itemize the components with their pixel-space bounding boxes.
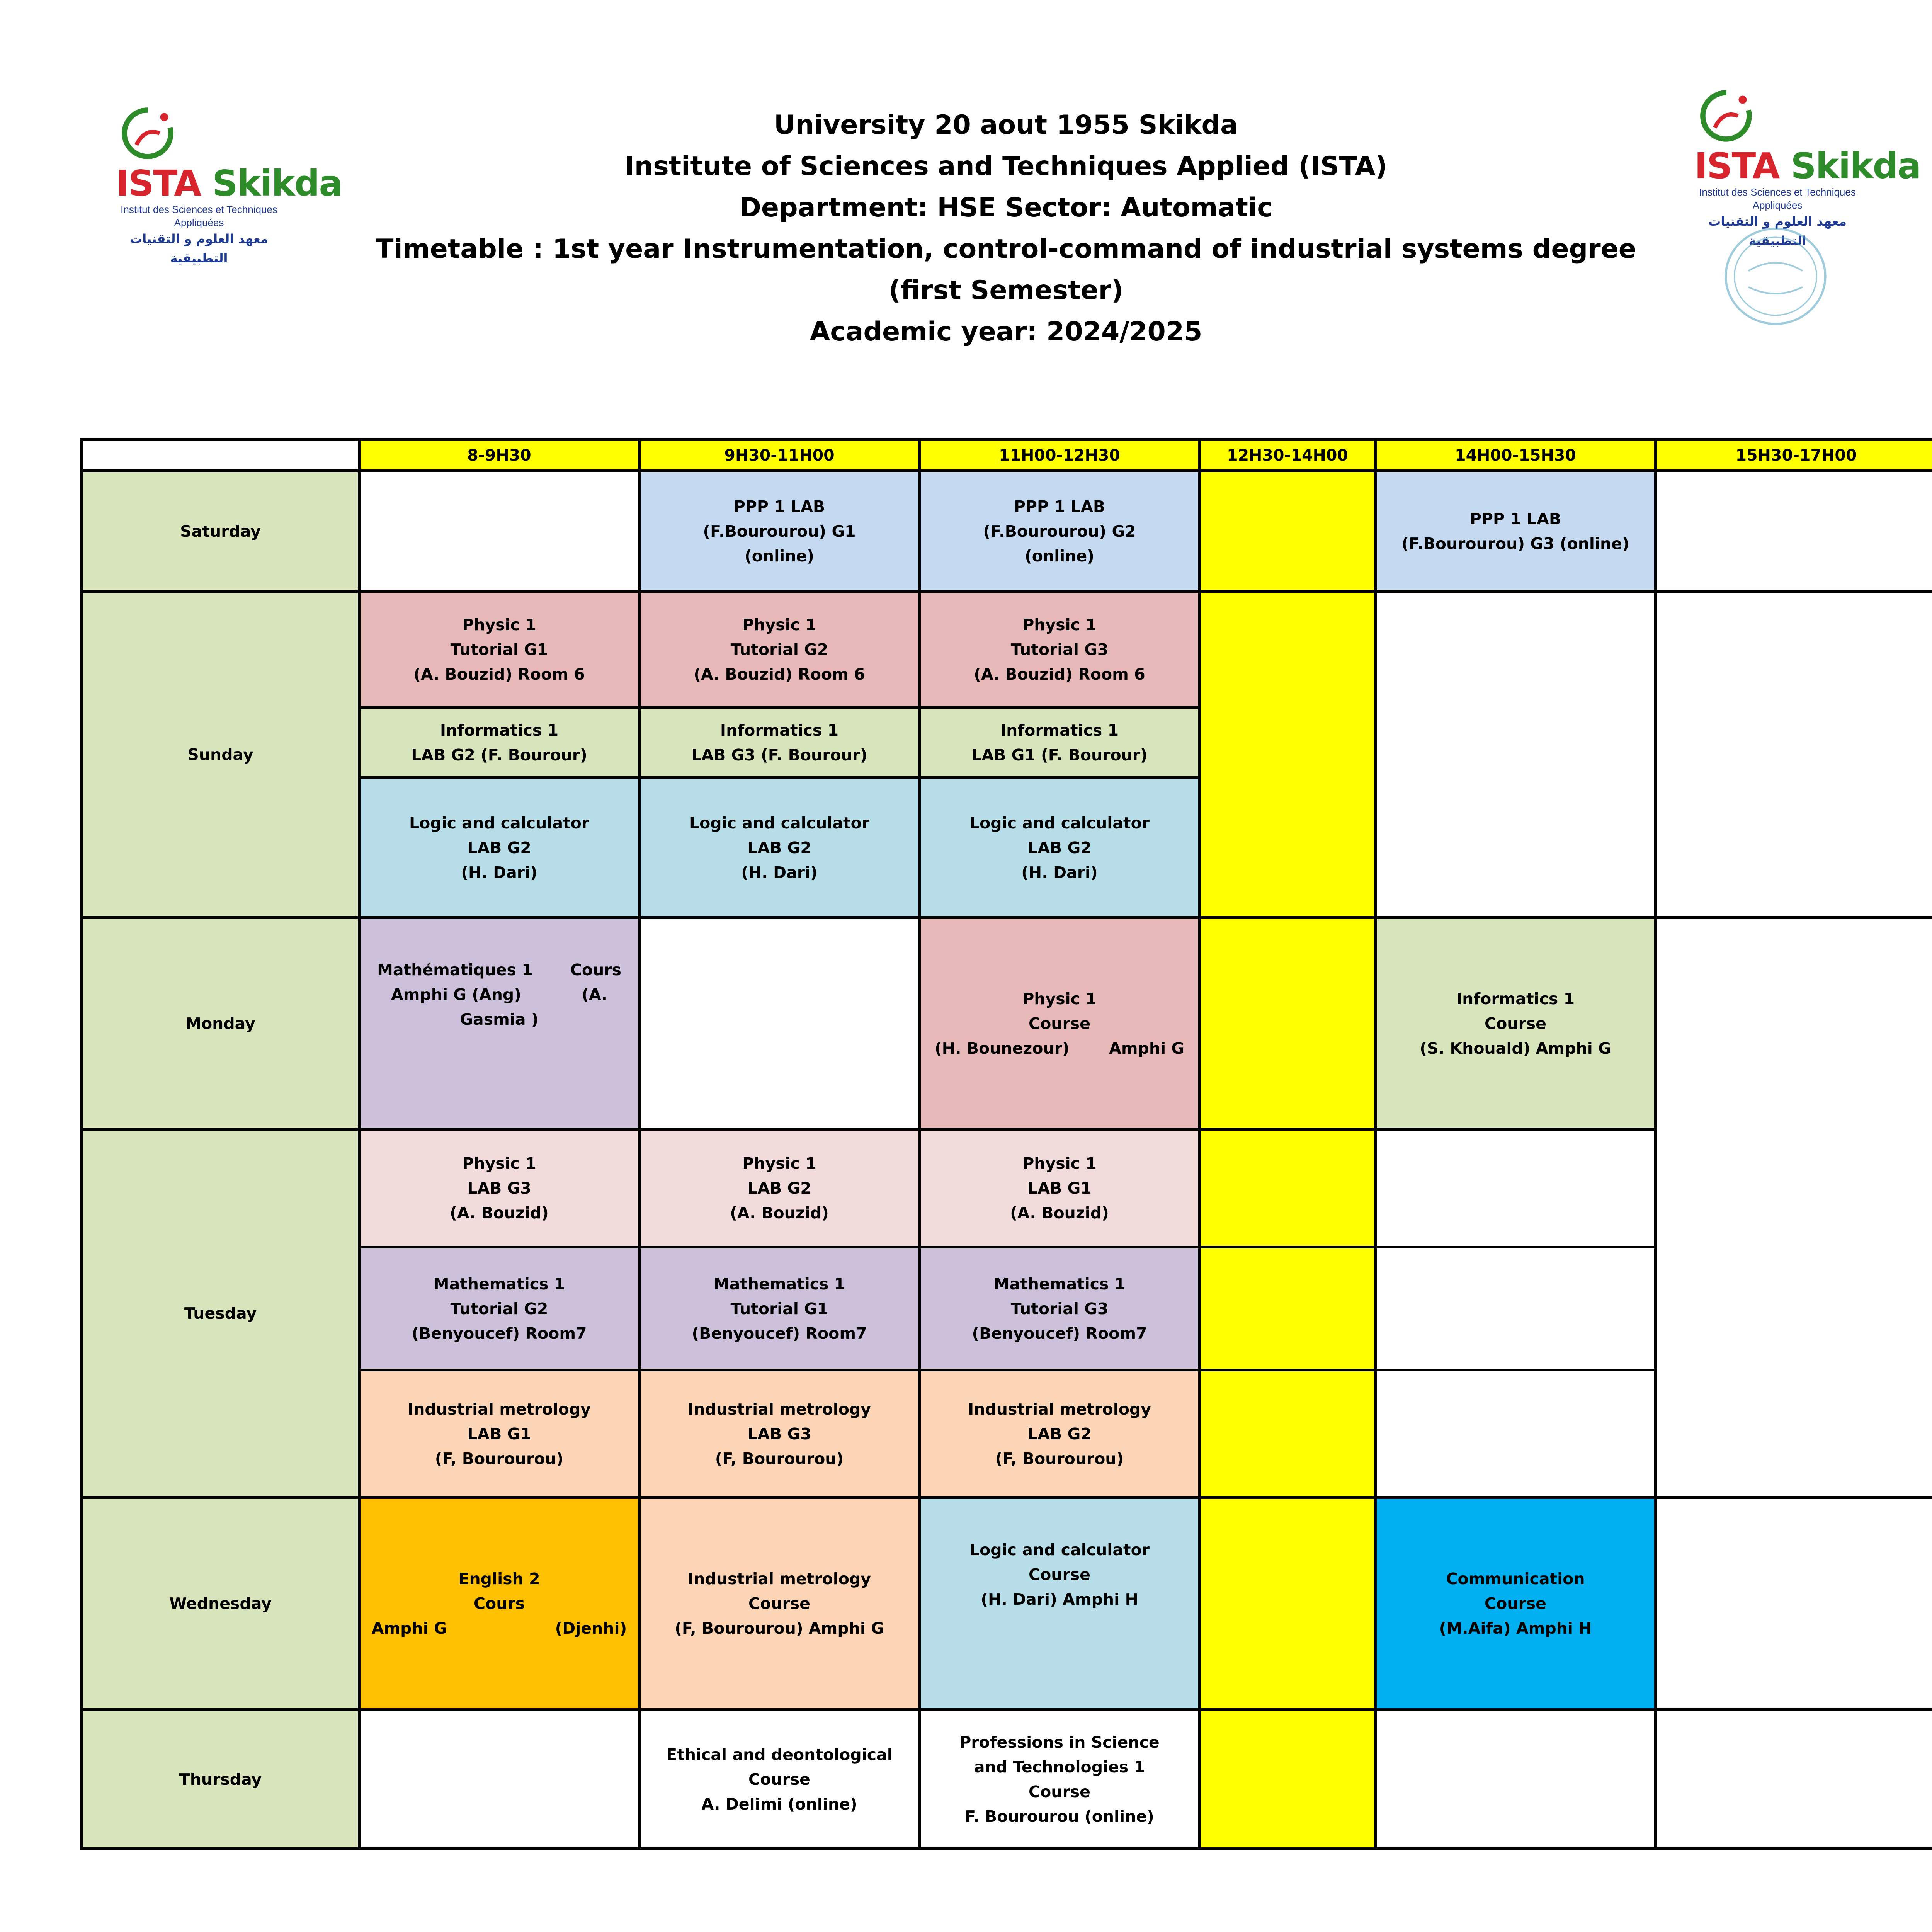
session-line: Tutorial G1: [730, 1299, 828, 1318]
timetable-title: Timetable : 1st year Instrumentation, control-command of industrial systems degree (first Semester): [376, 234, 1636, 306]
session-line: (H. Bounezour): [934, 1039, 1070, 1058]
column-header: 12H30-14H00: [1201, 438, 1377, 472]
session-logic-calculator-course: [921, 1499, 1201, 1711]
day-label-saturday: Saturday: [80, 472, 361, 593]
day-label-tuesday: Tuesday: [80, 1131, 361, 1499]
session-line: (Benyoucef) Room7: [412, 1324, 587, 1343]
session-line: Industrial metrology: [968, 1400, 1151, 1418]
corner-cell: [80, 438, 361, 472]
empty-slot: [1657, 919, 1932, 1499]
session-line: Course: [1029, 1565, 1090, 1584]
empty-slot: [1377, 1711, 1657, 1850]
session-line: (F.Bourourou) G3 (online): [1401, 534, 1629, 553]
session-line: Tutorial G3: [1010, 640, 1109, 659]
lunch-break-cell: [1201, 1248, 1377, 1371]
session-line: (F, Bourourou): [715, 1449, 844, 1468]
lunch-break-cell: [1201, 1371, 1377, 1499]
session-line: Cours: [473, 1594, 525, 1613]
session-line: Logic and calculator: [969, 813, 1150, 832]
session-line: Course: [748, 1770, 810, 1789]
logo-subtitle-fr: Institut des Sciences et Techniques Appliquées: [121, 204, 277, 228]
session-line: Mathématiques 1: [377, 961, 533, 979]
empty-slot: [1377, 593, 1657, 919]
session-line: Informatics 1: [720, 721, 839, 740]
session-line: Tutorial G2: [450, 1299, 548, 1318]
empty-slot: [1657, 1499, 1932, 1711]
session-line: LAB G3 (F. Bourour): [691, 745, 867, 764]
document-header: [0, 104, 1932, 352]
session-industrial-metrology-lab-g2: [921, 1371, 1201, 1499]
empty-slot: [641, 919, 921, 1131]
session-line: Professions in Science: [959, 1733, 1160, 1752]
session-line: Informatics 1: [1456, 989, 1575, 1008]
timetable: [80, 438, 1932, 1855]
session-physic1-lab-g2: [641, 1131, 921, 1248]
session-line: LAB G1: [467, 1424, 531, 1443]
session-informatics1-lab-g2: [361, 709, 641, 779]
session-line: LAB G2: [747, 1179, 811, 1197]
session-communication-course: [1377, 1499, 1657, 1711]
session-mathematics1-tutorial-g2: [361, 1248, 641, 1371]
column-header: 9H30-11H00: [641, 438, 921, 472]
lunch-break-cell: [1201, 919, 1377, 1131]
department-sector: Department: HSE Sector: Automatic: [739, 192, 1273, 223]
session-line: Mathematics 1: [433, 1274, 565, 1293]
logo-subtitle-ar: معهد العلوم و التقنيات التطبيقية: [1708, 214, 1847, 248]
session-logic-calculator-lab: [361, 779, 641, 919]
day-label-monday: Monday: [80, 919, 361, 1131]
logo-wordmark: ISTA Skikda: [1694, 145, 1921, 187]
session-line: (F.Bourourou) G1: [703, 522, 856, 541]
session-line: Tutorial G2: [730, 640, 828, 659]
session-line: Amphi G: [1109, 1039, 1185, 1058]
empty-slot: [361, 1711, 641, 1850]
session-mathematics1-tutorial-g1: [641, 1248, 921, 1371]
session-ppp1-lab-g3: [1377, 472, 1657, 593]
session-line: Informatics 1: [440, 721, 559, 740]
session-logic-calculator-lab: [641, 779, 921, 919]
session-line: LAB G3: [467, 1179, 531, 1197]
logo-wordmark: ISTA Skikda: [116, 163, 342, 204]
empty-slot: [1377, 1371, 1657, 1499]
session-line: Physic 1: [1022, 1154, 1097, 1173]
column-header: 11H00-12H30: [921, 438, 1201, 472]
session-line: PPP 1 LAB: [1014, 497, 1105, 516]
session-line: (Benyoucef) Room7: [692, 1324, 867, 1343]
session-physic1-tutorial-g1: [361, 593, 641, 709]
session-line: Course: [748, 1594, 810, 1613]
session-physic1-lab-g1: [921, 1131, 1201, 1248]
session-informatics1-lab-g3: [641, 709, 921, 779]
day-label-wednesday: Wednesday: [80, 1499, 361, 1711]
university-name: University 20 aout 1955 Skikda: [774, 110, 1238, 140]
session-line: (H. Dari) Amphi H: [981, 1590, 1138, 1609]
session-industrial-metrology-lab-g1: [361, 1371, 641, 1499]
column-header: 8-9H30: [361, 438, 641, 472]
session-line: (F, Bourourou): [995, 1449, 1124, 1468]
session-line: PPP 1 LAB: [733, 497, 825, 516]
academic-year: Academic year: 2024/2025: [810, 316, 1202, 347]
session-line: Course: [1485, 1014, 1546, 1033]
session-line: (online): [1025, 546, 1094, 565]
institute-name: Institute of Sciences and Techniques Applied (ISTA): [624, 151, 1388, 182]
session-line: (H. Dari): [461, 863, 537, 882]
session-line: F. Bourourou (online): [965, 1807, 1154, 1826]
session-logic-calculator-lab: [921, 779, 1201, 919]
session-line: (S. Khouald) Amphi G: [1420, 1039, 1611, 1058]
empty-slot: [1377, 1131, 1657, 1248]
session-line: (H. Dari): [1021, 863, 1098, 882]
session-line: Cours: [570, 961, 621, 979]
session-line: Physic 1: [742, 615, 816, 634]
session-line: LAB G2: [1027, 838, 1092, 857]
session-line-row: [935, 1036, 1184, 1061]
session-line: Industrial metrology: [687, 1570, 871, 1588]
session-physic1-tutorial-g3: [921, 593, 1201, 709]
day-label-thursday: Thursday: [80, 1711, 361, 1850]
session-line: Course: [1029, 1014, 1090, 1033]
lunch-break-cell: [1201, 1499, 1377, 1711]
session-line: (A. Bouzid): [450, 1204, 549, 1222]
session-line: (A. Bouzid) Room 6: [694, 665, 865, 684]
session-line: Logic and calculator: [969, 1541, 1150, 1559]
session-line: English 2: [458, 1570, 540, 1588]
session-line: Course: [1029, 1782, 1090, 1801]
session-line: LAB G2: [467, 838, 531, 857]
session-line: Logic and calculator: [689, 813, 869, 832]
session-line: LAB G3: [747, 1424, 811, 1443]
session-line: and Technologies 1: [974, 1757, 1145, 1776]
session-line: LAB G1: [1027, 1179, 1092, 1197]
session-line: Communication: [1446, 1570, 1585, 1588]
session-line: Amphi G: [371, 1619, 447, 1638]
session-line: (F, Bourourou) Amphi G: [675, 1619, 884, 1638]
session-line: Industrial metrology: [687, 1400, 871, 1418]
session-line: A. Delimi (online): [701, 1794, 857, 1813]
session-line: PPP 1 LAB: [1469, 509, 1561, 528]
session-line: Amphi G (Ang): [391, 985, 521, 1004]
session-ppp1-lab-g1: [641, 472, 921, 593]
session-line: Physic 1: [462, 1154, 536, 1173]
empty-slot: [361, 472, 641, 593]
session-ppp1-lab-g2: [921, 472, 1201, 593]
lunch-break-cell: [1201, 472, 1377, 593]
session-line: (F.Bourourou) G2: [983, 522, 1136, 541]
session-line: (M.Aifa) Amphi H: [1439, 1619, 1592, 1638]
lunch-break-cell: [1201, 1131, 1377, 1248]
column-header: 15H30-17H00: [1657, 438, 1932, 472]
session-line: Physic 1: [742, 1154, 816, 1173]
session-line: (Djenhi): [555, 1619, 627, 1638]
session-industrial-metrology-course: [641, 1499, 921, 1711]
session-line: (H. Dari): [741, 863, 818, 882]
session-physic1-lab-g3: [361, 1131, 641, 1248]
session-industrial-metrology-lab-g3: [641, 1371, 921, 1499]
session-line: (A. Bouzid): [1010, 1204, 1109, 1222]
session-line: LAB G2: [747, 838, 811, 857]
column-header: 14H00-15H30: [1377, 438, 1657, 472]
session-line: Gasmia ): [460, 1010, 539, 1029]
logo-subtitle-fr: Institut des Sciences et Techniques Appliquées: [1699, 186, 1856, 211]
session-line: Informatics 1: [1000, 721, 1119, 740]
session-line: (A. Bouzid) Room 6: [413, 665, 585, 684]
empty-slot: [1657, 593, 1932, 919]
empty-slot: [1377, 1248, 1657, 1371]
session-line: LAB G1 (F. Bourour): [971, 745, 1148, 764]
session-line: Course: [1485, 1594, 1546, 1613]
session-physic1-tutorial-g2: [641, 593, 921, 709]
session-mathematics1-tutorial-g3: [921, 1248, 1201, 1371]
session-line: Tutorial G3: [1010, 1299, 1109, 1318]
session-line: (A.: [582, 985, 608, 1004]
session-line-row: [391, 982, 607, 1007]
session-line: LAB G2 (F. Bourour): [411, 745, 587, 764]
session-line: Mathematics 1: [713, 1274, 845, 1293]
session-line: (A. Bouzid) Room 6: [974, 665, 1145, 684]
session-line: (Benyoucef) Room7: [972, 1324, 1147, 1343]
session-line: (F, Bourourou): [435, 1449, 564, 1468]
session-informatics1-course: [1377, 919, 1657, 1131]
session-line: Industrial metrology: [407, 1400, 591, 1418]
session-line-row: [372, 1616, 627, 1641]
session-line: Physic 1: [1022, 989, 1097, 1008]
empty-slot: [1657, 1711, 1932, 1850]
session-line-row: [377, 957, 621, 982]
session-line: (A. Bouzid): [730, 1204, 829, 1222]
session-line: Logic and calculator: [409, 813, 589, 832]
lunch-break-cell: [1201, 593, 1377, 919]
session-line: (online): [745, 546, 814, 565]
session-english2-cours: [361, 1499, 641, 1711]
session-informatics1-lab-g1: [921, 709, 1201, 779]
session-line: Physic 1: [462, 615, 536, 634]
session-line: LAB G2: [1027, 1424, 1092, 1443]
session-mathematiques1-cours: [361, 919, 641, 1131]
session-line: Mathematics 1: [993, 1274, 1126, 1293]
empty-slot: [1657, 472, 1932, 593]
lunch-break-cell: [1201, 1711, 1377, 1850]
day-label-sunday: Sunday: [80, 593, 361, 919]
session-professions-science-technologies-course: [921, 1711, 1201, 1850]
logo-subtitle-ar: معهد العلوم و التقنيات التطبيقية: [130, 231, 268, 265]
session-ethical-deontological-course: [641, 1711, 921, 1850]
session-line: Tutorial G1: [450, 640, 548, 659]
session-physic1-course: [921, 919, 1201, 1131]
session-line: Physic 1: [1022, 615, 1097, 634]
session-line: Ethical and deontological: [666, 1745, 893, 1764]
